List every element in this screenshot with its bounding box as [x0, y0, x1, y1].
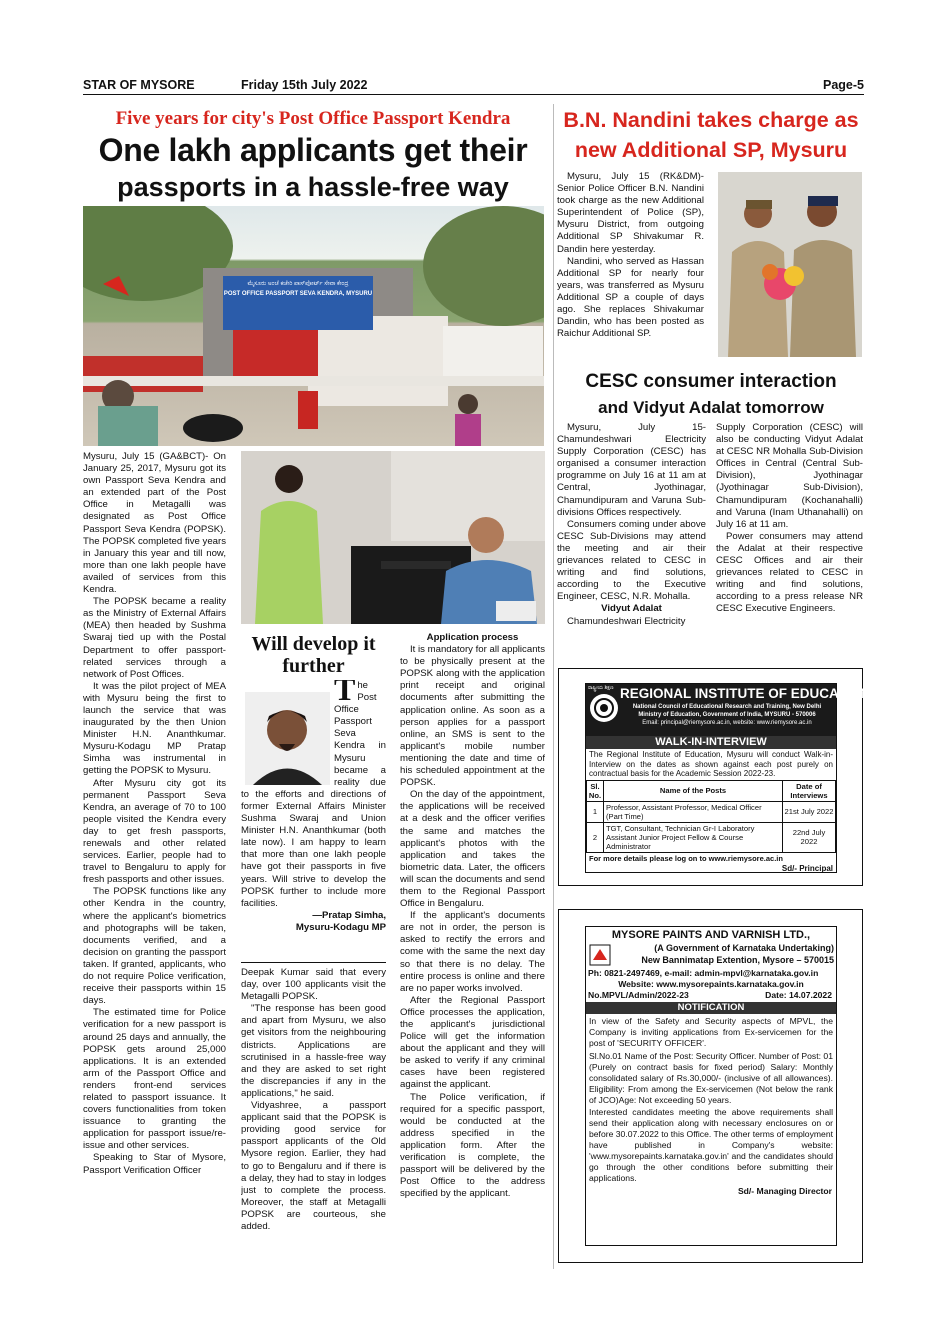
mpvl-sign: Sd/- Managing Director — [737, 1186, 832, 1196]
mpvl-ref-row — [586, 990, 836, 1001]
passport-counter-photo — [241, 451, 545, 624]
cesc-para: Supply Corporation (CESC) will also be conducting Vidyut Adalat at CESC NR Mohalla Sub-Division Offices in Central (Central Sub-Division), Jyothinagar (Jyothinagar Sub-Division), Chamundipuram (Kochanahalli) and Varuna (Inam Uthanahalli) on July 16 at 11 am. — [716, 422, 863, 530]
paper-name: STAR OF MYSORE — [83, 78, 195, 92]
mpvl-ad — [558, 909, 863, 1263]
popsk-para: It was the pilot project of MEA with Mysuru being the first to launch the service that was inaugurated by the then Union Minister H.N. Ananthkumar. Mysuru-Kodagu MP Pratap Simha was instrumental in getting the POPSK to Mysuru. — [83, 680, 226, 777]
cesc-headline-2: and Vidyut Adalat tomorrow — [598, 398, 824, 417]
popsk-para: Mysuru, July 15 (GA&BCT)- On January 25, 2017, Mysuru got its own Passport Seva Kendra and an extended part of the Post Office in Metagalli was designated as Post Office Passport Seva Kendra (POPSK). The POPSK completed five years in January this year and till now, more than one lakh people have availed of services from this Kendra. — [83, 451, 226, 596]
mpvl-ad-inner — [585, 926, 837, 1246]
mpvl-intro: In view of the Safety and Security aspects of MPVL, the Company is inviting applications from Ex-servicemen for the post of 'SECURITY OFFICER'. — [589, 1016, 833, 1048]
popsk-kicker: Five years for city's Post Office Passport Kendra — [115, 108, 511, 129]
rie-intro: The Regional Institute of Education, Mysuru will conduct Walk-in-Interview on the dates as shown against each post purely on contractual basis for the Academic Session 2022-23. — [589, 750, 833, 778]
popsk-para: The POPSK became a reality as the Ministry of External Affairs (MEA) then headed by Sushma Swaraj tied up with the Postal Department to offer passport-related services through a network of Post Offices. — [83, 596, 226, 680]
passport-counter-illustration — [241, 451, 545, 624]
post-office-building-photo — [83, 206, 544, 446]
nandini-headline-1: B.N. Nandini takes charge as — [563, 108, 859, 132]
cesc-headline-1: CESC consumer interaction — [585, 371, 837, 392]
rie-row-posts: Professor, Assistant Professor, Medical Officer (Part Time) — [604, 801, 783, 822]
rie-row-no: 2 — [587, 822, 604, 852]
mpvl-logo-icon — [589, 944, 611, 966]
ncert-logo-icon — [589, 693, 619, 723]
table-row — [587, 801, 836, 822]
popsk-para: The estimated time for Police verification for a new passport is around 25 days and annually, the POPSK gets around 25,000 applications. It is an extended arm of the Passport Office and renders front-end services related to passport issuance. It covers functionalities from token issuance to granting the application for passport issue/re-issue and other services. — [83, 1007, 226, 1152]
rie-row-date: 21st July 2022 — [783, 801, 836, 822]
popsk-para: After the Regional Passport Office processes the application, the applicant's jurisdictional Police will get the information about the applicant and they will be asked to verify if any criminal cases have been registered against the applicant. — [400, 994, 545, 1091]
rie-line-1: National Council of Educational Research and Training, New Delhi — [632, 704, 822, 710]
rie-table — [586, 780, 836, 853]
mpvl-phone: Ph: 0821-2497469, e-mail: admin-mpvl@karnataka.gov.in — [588, 968, 819, 978]
sidebar-sign-2: Mysuru-Kodagu MP — [295, 921, 386, 933]
rie-title: REGIONAL INSTITUTE OF EDUCATION — [620, 686, 871, 701]
rie-row-date: 22nd July 2022 — [783, 822, 836, 852]
table-row — [587, 822, 836, 852]
mpvl-subtitle: (A Government of Karnataka Undertaking) — [654, 943, 834, 953]
popsk-para: Deepak Kumar said that every day, over 100 applicants visit the Metagalli POPSK. — [241, 967, 386, 1003]
popsk-headline-1: One lakh applicants get their — [98, 132, 528, 168]
sidebar-sign-1: —Pratap Simha, — [312, 909, 386, 921]
rie-ad — [558, 668, 871, 886]
popsk-para: It is mandatory for all applicants to be physically present at the POPSK along with the application print receipt and original documents after submitting the application online. As soon as a person applies for a passport online, an SMS is sent to the applicant's mobile number mentioning the date and time of his scheduled appointment at the POPSK. — [400, 644, 545, 789]
page-number: Page-5 — [823, 78, 864, 92]
nandini-text — [557, 171, 704, 365]
popsk-para: After Mysuru city got its permanent Passport Seva Kendra, an average of 70 to 100 people visited the Kendra every day to get fresh passports, renewals and other related services. Earlier, people had to travel to Bengaluru to apply for fresh passports and other issues. — [83, 777, 226, 886]
mpvl-details: Sl.No.01 Name of the Post: Security Officer. Number of Post: 01 (Purely on contract basis for fixed period) Salary: Monthly consolidated salary of Rs.30,000/- (inclusive of all allowances). Eligibility: From among the Ex-servicemen (Not below the rank of JCO)Age: Not exceeding 50 years. — [589, 1051, 833, 1105]
nandini-photo — [718, 172, 862, 357]
cesc-para: Mysuru, July 15- Chamundeshwari Electricity Supply Corporation (CESC) has organised a consumer interaction programme on July 16 at 11 am at Central, Jyothinagar, Chamundipuram and Varuna Sub-divisions Offices respectively. — [557, 422, 706, 518]
popsk-column-3 — [400, 632, 545, 1264]
portrait-illustration — [245, 692, 330, 785]
column-divider — [553, 104, 554, 1269]
mpvl-address: New Bannimatap Extention, Mysore – 570015 — [641, 955, 834, 965]
cesc-column-2 — [716, 422, 863, 658]
masthead — [83, 76, 864, 95]
signboard-english: POST OFFICE PASSPORT SEVA KENDRA, MYSURU — [223, 291, 373, 297]
rie-header — [586, 684, 871, 736]
mpvl-title: MYSORE PAINTS AND VARNISH LTD., — [611, 929, 811, 941]
nandini-headline-2: new Additional SP, Mysuru — [574, 138, 848, 162]
popsk-para: If the applicant's documents are not in order, the person is asked to rectify the errors and come with the same the next day so that there is no delay. The entire process is online and there are no paper works involved. — [400, 910, 545, 994]
nandini-para: Mysuru, July 15 (RK&DM)- Senior Police Officer B.N. Nandini took charge as the new Additional Superintendent of Police (SP), Mysuru District, from outgoing Additional SP Shivakumar R. Dandin here yesterday. — [557, 171, 704, 255]
popsk-column-2 — [241, 967, 386, 1264]
popsk-para: The Police verification, if required for a specific passport, would be conducted at the address specified in the application form. After the verification is complete, the passport will be delivered by the Post Office to the address specified by the applicant. — [400, 1091, 545, 1200]
rie-sign: Sd/- Principal — [781, 863, 833, 873]
rie-line-3: Email: principal@riemysore.ac.in, website: www.riemysore.ac.in — [642, 720, 812, 726]
sidebar-dropcap: T — [334, 680, 356, 707]
rie-row-posts: TGT, Consultant, Technician Gr-I Laboratory Assistant Junior Project Fellow & Course Administrator — [604, 822, 783, 852]
post-office-signboard — [223, 276, 373, 330]
rie-th-no: Sl. No. — [587, 780, 604, 801]
cesc-para: Power consumers may attend the Adalat at their respective CESC Offices and air their grievances related to CESC in writing and find solutions, according to a press release NR CESC Executive Engineers. — [716, 530, 863, 615]
pratap-simha-sidebar — [241, 630, 386, 959]
popsk-para: Speaking to Star of Mysore, Passport Verification Officer — [83, 1152, 226, 1176]
sidebar-title: Will develop it further — [251, 633, 376, 677]
nandini-para: Nandini, who served as Hassan Additional SP for nearly four years, was transferred as Mysuru Additional SP a couple of days ago. She replaces Shivakumar Dandin, who has been posted as Raichur Additional SP. — [557, 255, 704, 340]
mpvl-website: Website: www.mysorepaints.karnataka.gov.in — [618, 979, 804, 989]
mpvl-date: Date: 14.07.2022 — [765, 990, 832, 1000]
nandini-photo-illustration — [718, 172, 862, 357]
mpvl-apply: Interested candidates meeting the above requirements shall send their application along with necessary enclosures on or before 30.07.2022 to this Office. The other terms of employment have published in Company's website: 'www.mysorepaints.karnataka.gov.in' and the candidates should go through the other conditions before submitting their applications. — [589, 1107, 833, 1183]
mpvl-refno: No.MPVL/Admin/2022-23 — [588, 990, 689, 1000]
mpvl-banner: NOTIFICATION — [586, 1002, 836, 1014]
rie-tag: ರಾಷ್ಟ್ರೀಯ ಶಿಕ್ಷಣ — [588, 685, 614, 691]
rie-row-no: 1 — [587, 801, 604, 822]
rie-banner: WALK-IN-INTERVIEW — [586, 736, 836, 749]
sidebar-divider — [241, 962, 386, 963]
popsk-headline-2: passports in a hassle-free way — [117, 172, 509, 202]
mpvl-header-row — [586, 942, 836, 968]
sidebar-text: he Post Office Passport Seva Kendra in Mysuru became a reality due to the efforts and directions of former External Affairs Minister Sushma Swaraj and Union Minister H.N. Ananthkumar (both late now). I am happy to learn that more than one lakh people have got their passports in five years. Will strive to develop the POPSK further to include more facilities. — [241, 680, 386, 909]
popsk-para: The POPSK functions like any other Kendra in the country, where the applicant's biometrics and photographs will be taken, documents verified, and a decision on granting the passport taken. If granted, applicants, who do not require Police verification, receive their passports within 15 days. — [83, 886, 226, 1007]
pratap-simha-portrait — [245, 692, 330, 785]
signboard-kannada: ಮೈಸೂರು ಅಂಚೆ ಕಚೇರಿ ಪಾಸ್‌ಪೋರ್ಟ್ ಸೇವಾ ಕೇಂದ್ರ — [247, 281, 349, 287]
cesc-para: Consumers coming under above CESC Sub-Divisions may attend the meeting and air their grievances related to CESC in writing and find solutions, according to the Executive Engineer, CESC, N.R. Mohalla. — [557, 518, 706, 603]
rie-th-posts: Name of the Posts — [604, 780, 783, 801]
sidebar-body — [241, 680, 386, 934]
rie-ad-inner — [585, 683, 871, 873]
rie-line-2: Ministry of Education, Government of India, MYSURU - 570006 — [638, 712, 816, 718]
rie-footer: For more details please log on to www.riemysore.ac.in — [589, 853, 783, 863]
rie-th-date: Date of Interviews — [783, 780, 836, 801]
cesc-para: Chamundeshwari Electricity — [567, 615, 686, 627]
popsk-column-1 — [83, 451, 226, 1263]
popsk-para: On the day of the appointment, the applications will be received at a desk and the officer verifies the same and matches the applicant's photos with the application and takes the biometric data. Later, the officers will scan the documents and send them to the Regional Passport Office in Bengaluru. — [400, 789, 545, 910]
popsk-para: Vidyashree, a passport applicant said that the POPSK is providing good service for passport applicants of the Old Mysore region. Earlier, they had to go to Bengaluru and if there is a delay, they had to stay in lodges just to complete the process. Moreover, the staff at Metagalli POPSK are courteous, she added. — [241, 1100, 386, 1232]
cesc-column-1 — [557, 422, 706, 658]
popsk-para: "The response has been good and apart from Mysuru, we also get visitors from the neighbouring districts. Applications are scrutinised in a hassle-free way and they are asked to set right the discrepancies if any in the applications," he said. — [241, 1003, 386, 1099]
vidyut-adalat-subhead: Vidyut Adalat — [601, 603, 662, 615]
application-process-subhead: Application process — [426, 632, 519, 643]
issue-date: Friday 15th July 2022 — [241, 78, 368, 92]
